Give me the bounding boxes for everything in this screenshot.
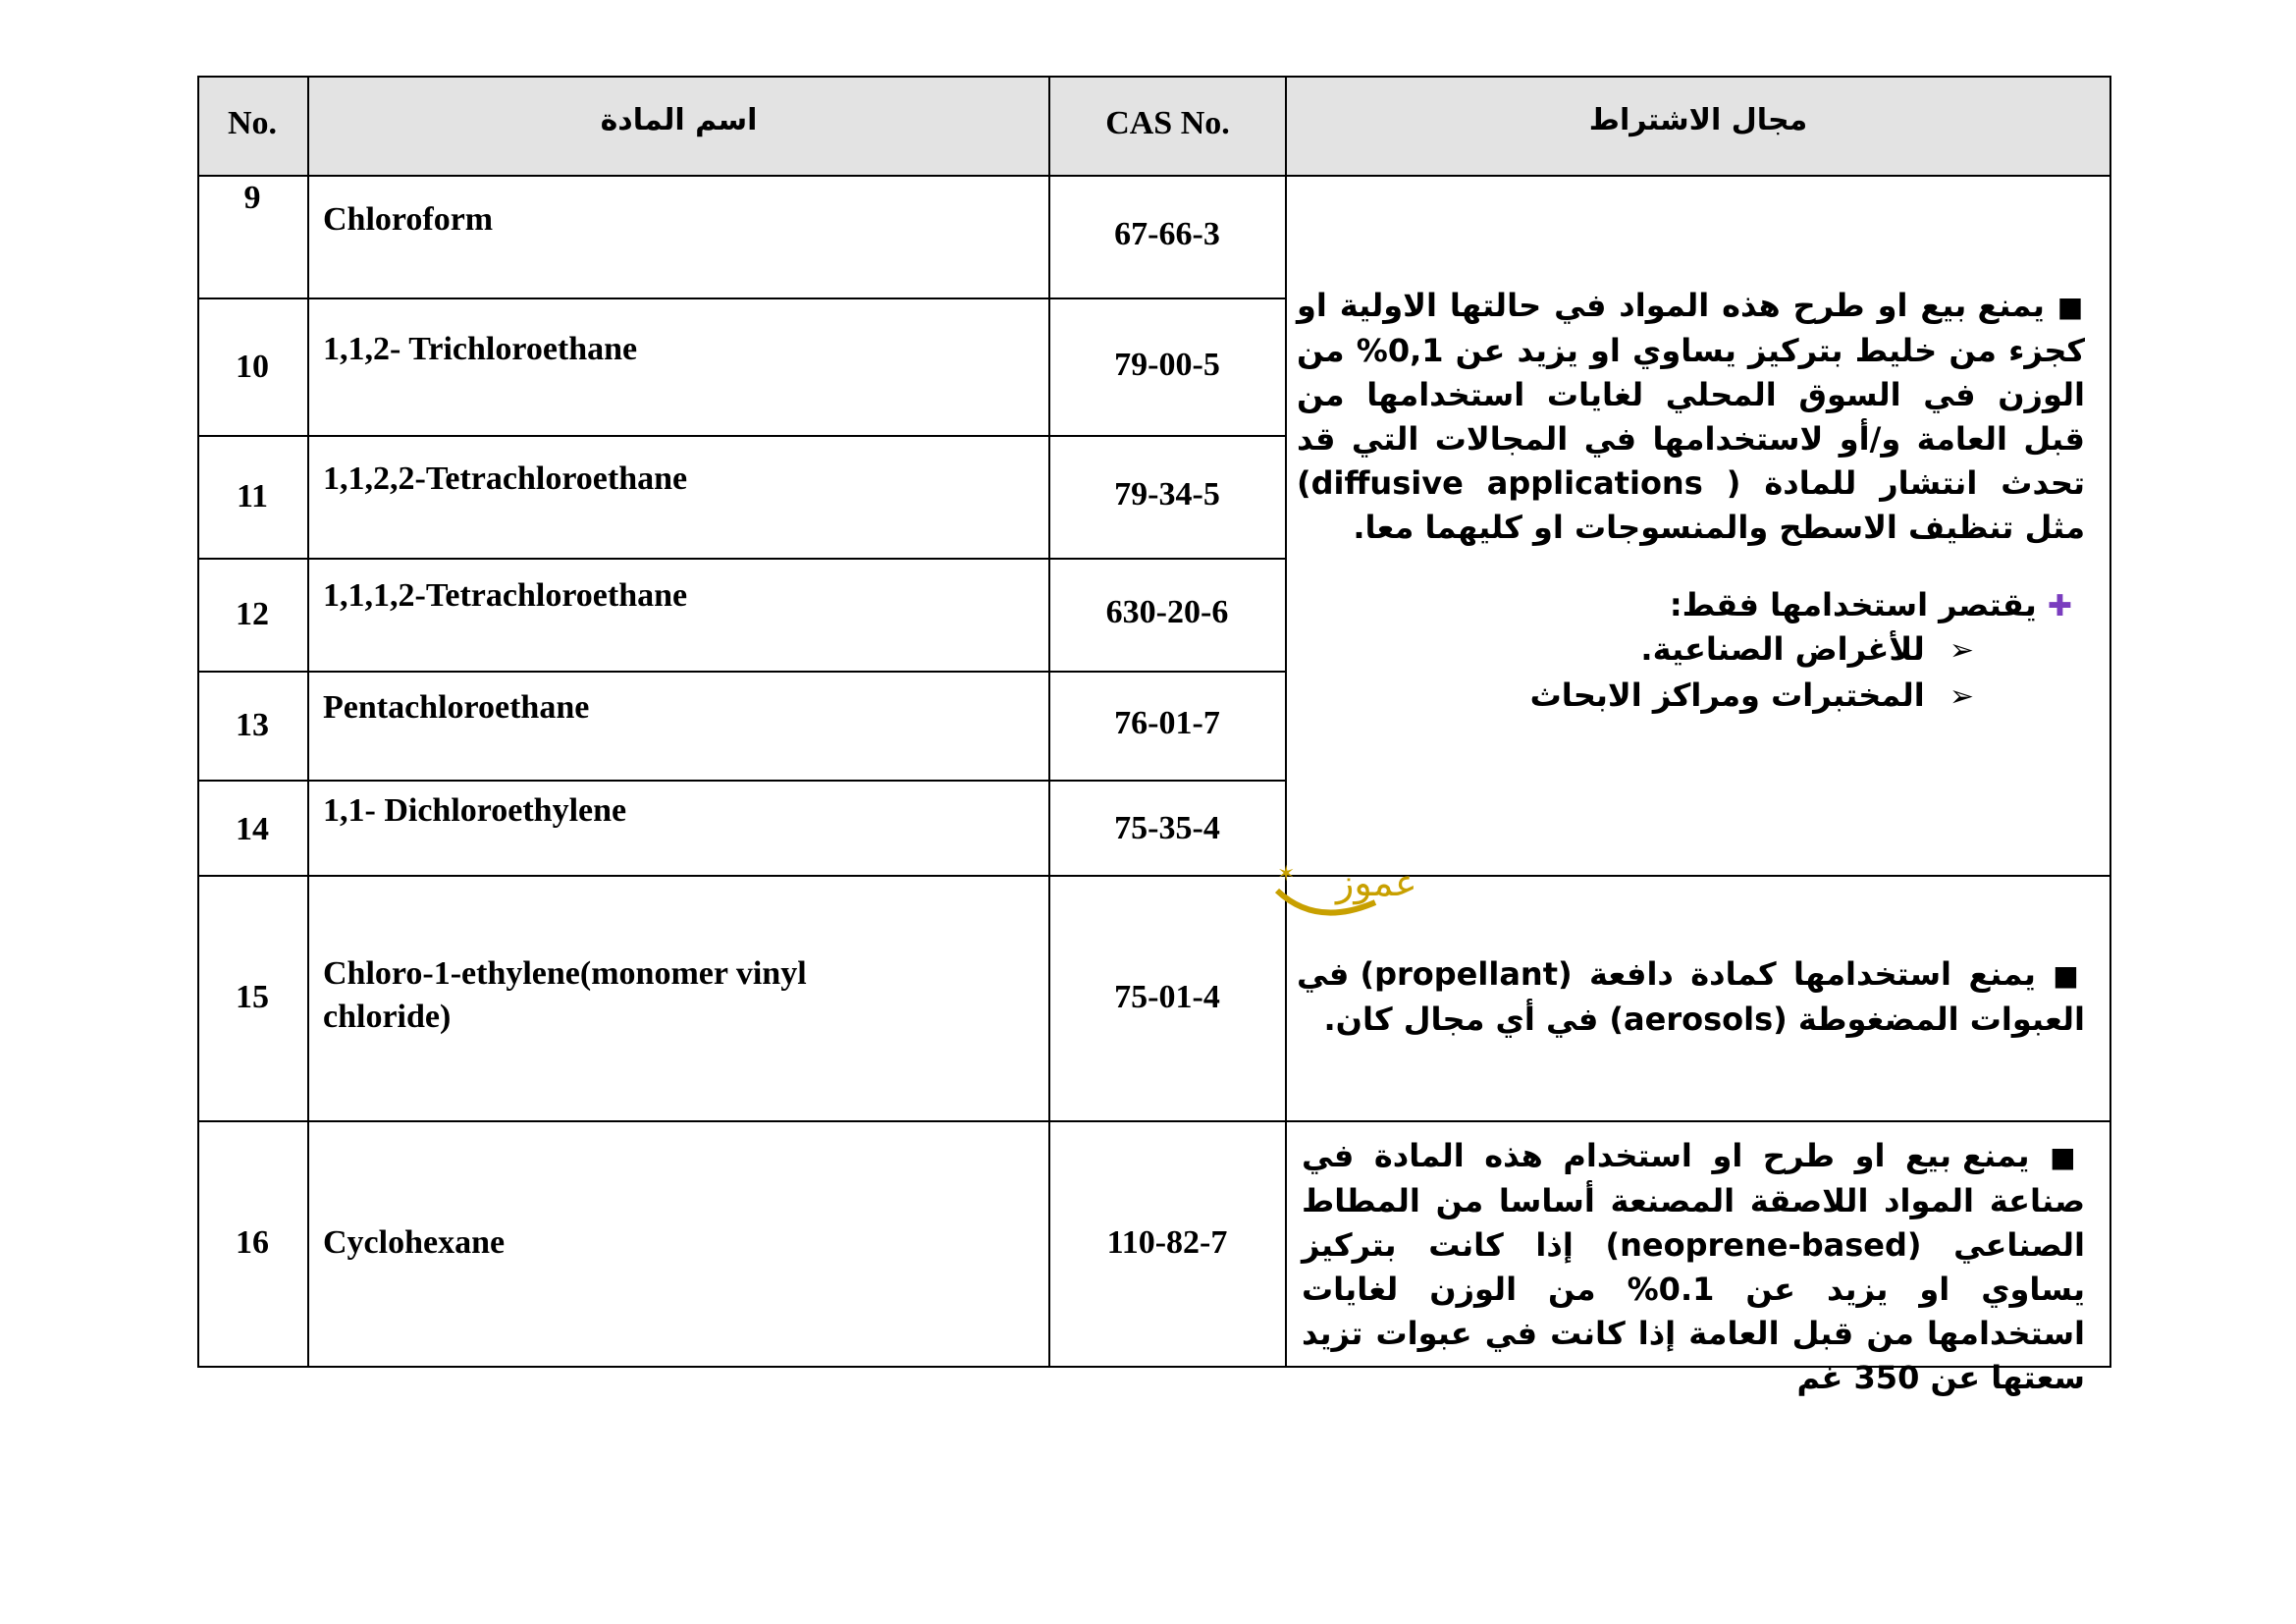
cas-number: 67-66-3 [1114,216,1220,252]
cas-number: 79-34-5 [1114,476,1220,513]
square-bullet-icon: ■ [2053,959,2085,992]
restriction-item-label: للأغراض الصناعية. [1640,630,1925,668]
row-number: 14 [236,811,269,847]
column-divider [307,76,309,1368]
condition-text-rows-9-14 [1297,284,2085,550]
table-border-top [197,76,2111,78]
cas-number: 75-01-4 [1114,979,1220,1015]
substance-name: 1,1- Dichloroethylene [323,792,627,829]
square-bullet-icon: ■ [2050,1141,2086,1173]
row-divider [197,435,1287,437]
condition-paragraph: يمنع بيع او طرح هذه المواد في حالتها الاولية او كجزء من خليط بتركيز يساوي او يزيد عن 0,1% من الوزن في السوق المحلي لغايات استخدامها من قبل العامة و/أو لاستخدامها في المجالات التي قد تحدث انتشار للمادة ( diffusive applications) مثل تنظيف الاسطح والمنسوجات او كليهما معا. [1297,287,2086,546]
condition-paragraph: يمنع بيع او طرح او استخدام هذه المادة في صناعة المواد اللاصقة المصنعة أساسا من المطاط الصناعي (neoprene-based) إذا كانت بتركيز يساوي او يزيد عن 0.1% من الوزن لغايات استخدامها من قبل العامة إذا كانت في عبوات تزيد سعتها عن 350 غم [1302,1137,2086,1396]
arrow-bullet-icon: ➢ [1949,633,1974,668]
row-number: 12 [236,596,269,632]
watermark-logo [1257,851,1454,930]
watermark-star-icon: ✶ [1277,862,1296,887]
cas-number: 630-20-6 [1105,594,1229,630]
star-bullet-icon: ✚ [2047,589,2072,623]
substance-name: Cyclohexane [323,1224,506,1261]
watermark-text: عموز [1336,861,1417,904]
row-number: 9 [243,180,261,216]
substance-name: Chloro-1-ethylene(monomer vinyl [323,955,807,992]
row-divider [197,1120,2111,1122]
row-divider [197,558,1287,560]
restriction-heading [1670,586,2072,623]
restriction-label: يقتصر استخدامها فقط: [1669,586,2037,623]
regulation-table [197,76,2111,1396]
cas-number: 79-00-5 [1114,347,1220,383]
restriction-item [1530,677,1974,714]
condition-text-row-15 [1297,952,2085,1042]
substance-name: Chloroform [323,201,494,238]
substance-name-continued: chloride) [323,999,452,1035]
substance-name: 1,1,1,2-Tetrachloroethane [323,577,688,614]
square-bullet-icon: ■ [2056,291,2086,323]
row-divider [197,175,2111,177]
row-number: 16 [236,1224,269,1261]
row-divider [197,671,1287,673]
cas-number: 110-82-7 [1106,1224,1228,1261]
header-no: No. [227,105,278,141]
row-number: 10 [236,349,269,385]
substance-name: 1,1,2,2-Tetrachloroethane [323,460,688,497]
header-substance-name: اسم المادة [600,103,758,137]
substance-name: 1,1,2- Trichloroethane [323,331,638,367]
condition-paragraph: يمنع استخدامها كمادة دافعة (propellant) في العبوات المضغوطة (aerosols) في أي مجال كان. [1297,955,2085,1038]
row-divider [197,780,1287,782]
row-number: 11 [236,478,269,514]
column-divider [1285,76,1287,1368]
arrow-bullet-icon: ➢ [1949,679,1974,714]
table-border-right [2109,76,2111,1368]
substance-name: Pentachloroethane [323,689,590,726]
restriction-item [1640,630,1974,668]
cas-number: 76-01-7 [1114,705,1220,741]
row-divider [197,875,2111,877]
row-number: 15 [236,979,269,1015]
restriction-item-label: المختبرات ومراكز الابحاث [1529,677,1925,714]
row-divider [197,298,1287,299]
header-condition: مجال الاشتراط [1588,103,1808,137]
header-cas-no: CAS No. [1105,105,1230,141]
cas-number: 75-35-4 [1114,810,1220,846]
row-number: 13 [236,707,269,743]
condition-text-row-16 [1302,1134,2085,1400]
